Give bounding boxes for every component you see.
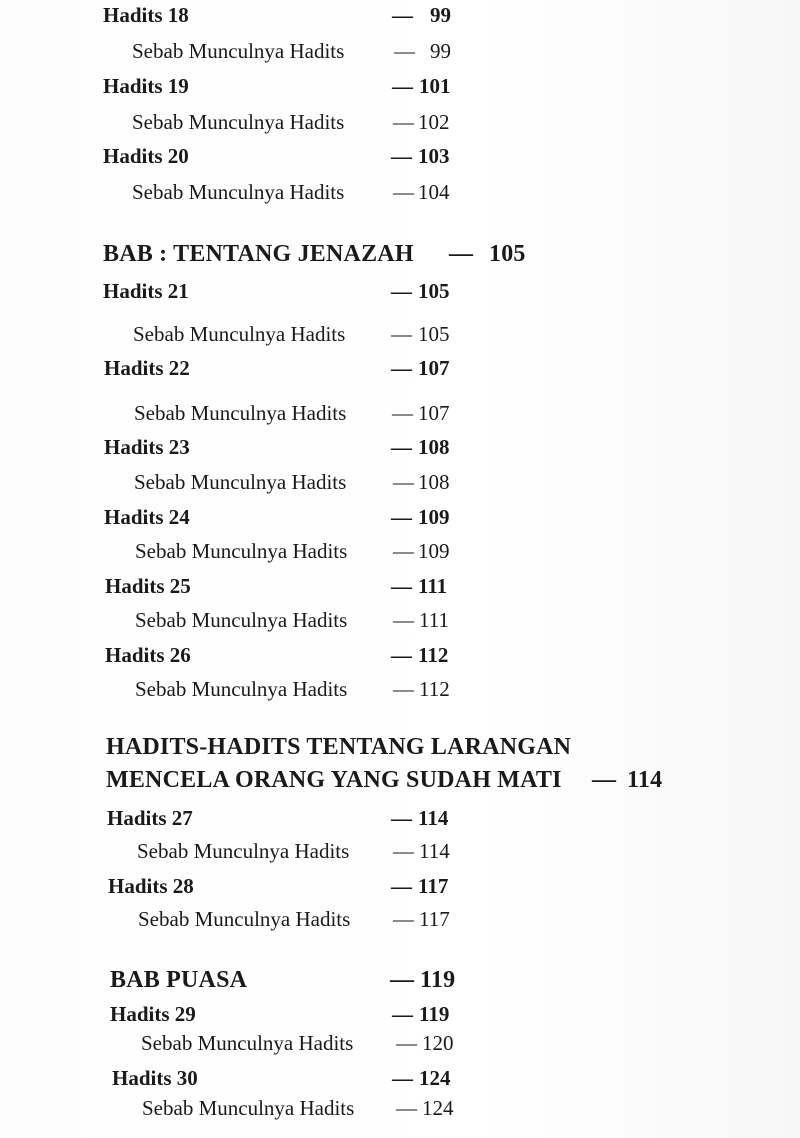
entry-label: Sebab Munculnya Hadits — [142, 1096, 355, 1120]
entry-label: Sebab Munculnya Hadits — [141, 1031, 354, 1055]
entry-dash: — — [393, 110, 414, 134]
heading-page-number: 119 — [420, 967, 456, 993]
toc-subentry[interactable] — [137, 841, 487, 867]
entry-dash: — — [391, 435, 412, 459]
entry-page-number: 114 — [418, 806, 449, 830]
toc-subentry[interactable] — [135, 679, 485, 705]
toc-subentry[interactable] — [133, 324, 483, 350]
toc-entry-hadits-26[interactable] — [105, 645, 485, 671]
entry-page-number: 124 — [419, 1066, 451, 1090]
entry-label: Hadits 25 — [105, 574, 191, 598]
toc-entry-hadits-30[interactable] — [112, 1068, 492, 1094]
entry-label: Sebab Munculnya Hadits — [135, 608, 348, 632]
section-heading-jenazah[interactable] — [103, 242, 543, 272]
entry-dash: — — [392, 401, 413, 425]
entry-label: Hadits 30 — [112, 1066, 198, 1090]
heading-text: BAB PUASA — [110, 967, 248, 993]
section-heading-larangan-line1[interactable] — [106, 735, 626, 765]
entry-page-number: 120 — [422, 1031, 454, 1055]
entry-dash: — — [396, 1031, 417, 1055]
entry-dash: — — [393, 677, 414, 701]
toc-entry-hadits-19[interactable] — [103, 76, 483, 102]
entry-dash: — — [391, 505, 412, 529]
entry-dash: — — [396, 1096, 417, 1120]
toc-entry-hadits-21[interactable] — [103, 281, 483, 307]
entry-label: Sebab Munculnya Hadits — [133, 322, 346, 346]
entry-label: Hadits 29 — [110, 1002, 196, 1026]
toc-entry-hadits-28[interactable] — [108, 876, 488, 902]
entry-page-number: 112 — [418, 643, 449, 667]
toc-subentry[interactable] — [132, 41, 482, 67]
entry-label: Hadits 21 — [103, 279, 189, 303]
toc-subentry[interactable] — [134, 472, 484, 498]
entry-page-number: 105 — [418, 279, 450, 303]
toc-subentry[interactable] — [135, 541, 485, 567]
entry-dash: — — [394, 39, 415, 63]
entry-page-number: 105 — [418, 322, 450, 346]
entry-page-number: 117 — [419, 907, 450, 931]
entry-dash: — — [391, 144, 412, 168]
entry-dash: — — [391, 643, 412, 667]
toc-subentry[interactable] — [134, 403, 484, 429]
entry-page-number: 108 — [418, 470, 450, 494]
toc-subentry[interactable] — [132, 112, 482, 138]
entry-dash: — — [392, 1066, 413, 1090]
entry-dash: — — [393, 539, 414, 563]
heading-text: HADITS-HADITS TENTANG LARANGAN — [106, 734, 572, 760]
heading-dash: — — [390, 967, 415, 993]
entry-dash: — — [391, 574, 412, 598]
entry-label: Sebab Munculnya Hadits — [134, 470, 347, 494]
entry-label: Sebab Munculnya Hadits — [137, 839, 350, 863]
entry-label: Hadits 19 — [103, 74, 189, 98]
entry-dash: — — [391, 356, 412, 380]
entry-page-number: 107 — [418, 356, 450, 380]
toc-subentry[interactable] — [135, 610, 485, 636]
entry-label: Sebab Munculnya Hadits — [134, 401, 347, 425]
entry-dash: — — [392, 1002, 413, 1026]
entry-page-number: 102 — [418, 110, 450, 134]
toc-subentry[interactable] — [142, 1098, 492, 1124]
heading-dash: — — [592, 767, 617, 793]
entry-dash: — — [392, 74, 413, 98]
entry-label: Sebab Munculnya Hadits — [132, 110, 345, 134]
heading-text: BAB : TENTANG JENAZAH — [103, 241, 414, 267]
entry-label: Hadits 23 — [104, 435, 190, 459]
entry-page-number: 114 — [419, 839, 450, 863]
entry-page-number: 109 — [418, 539, 450, 563]
heading-page-number: 114 — [627, 767, 663, 793]
entry-page-number: 101 — [419, 74, 451, 98]
entry-dash: — — [391, 806, 412, 830]
toc-subentry[interactable] — [138, 909, 488, 935]
entry-label: Hadits 22 — [104, 356, 190, 380]
entry-label: Hadits 26 — [105, 643, 191, 667]
entry-label: Sebab Munculnya Hadits — [138, 907, 351, 931]
entry-dash: — — [393, 839, 414, 863]
section-heading-puasa[interactable] — [110, 968, 490, 998]
entry-label: Sebab Munculnya Hadits — [132, 39, 345, 63]
toc-entry-hadits-24[interactable] — [104, 507, 484, 533]
entry-dash: — — [391, 322, 412, 346]
entry-dash: — — [393, 470, 414, 494]
entry-page-number: 111 — [419, 608, 449, 632]
entry-label: Hadits 18 — [103, 3, 189, 27]
entry-page-number: 119 — [419, 1002, 450, 1026]
entry-page-number: 99 — [430, 3, 451, 27]
entry-page-number: 108 — [418, 435, 450, 459]
toc-entry-hadits-23[interactable] — [104, 437, 484, 463]
entry-page-number: 112 — [419, 677, 450, 701]
entry-page-number: 103 — [418, 144, 450, 168]
entry-page-number: 124 — [422, 1096, 454, 1120]
toc-entry-hadits-22[interactable] — [104, 358, 484, 384]
toc-subentry[interactable] — [132, 182, 482, 208]
entry-dash: — — [393, 608, 414, 632]
entry-page-number: 109 — [418, 505, 450, 529]
entry-label: Sebab Munculnya Hadits — [135, 677, 348, 701]
entry-dash: — — [391, 874, 412, 898]
toc-entry-hadits-25[interactable] — [105, 576, 485, 602]
toc-entry-hadits-18[interactable] — [103, 5, 483, 31]
toc-subentry[interactable] — [141, 1033, 491, 1059]
entry-dash: — — [393, 907, 414, 931]
entry-page-number: 99 — [430, 39, 451, 63]
entry-dash: — — [392, 3, 413, 27]
entry-label: Sebab Munculnya Hadits — [132, 180, 345, 204]
entry-label: Hadits 20 — [103, 144, 189, 168]
entry-dash: — — [393, 180, 414, 204]
entry-label: Hadits 27 — [107, 806, 193, 830]
entry-page-number: 111 — [418, 574, 448, 598]
entry-label: Hadits 24 — [104, 505, 190, 529]
entry-label: Sebab Munculnya Hadits — [135, 539, 348, 563]
entry-dash: — — [391, 279, 412, 303]
toc-entry-hadits-27[interactable] — [107, 808, 487, 834]
entry-page-number: 107 — [418, 401, 450, 425]
heading-text: MENCELA ORANG YANG SUDAH MATI — [106, 767, 562, 793]
heading-page-number: 105 — [489, 241, 526, 267]
section-heading-larangan-line2[interactable] — [106, 768, 666, 798]
toc-entry-hadits-29[interactable] — [110, 1004, 490, 1030]
heading-dash: — — [449, 241, 474, 267]
entry-page-number: 104 — [418, 180, 450, 204]
toc-entry-hadits-20[interactable] — [103, 146, 483, 172]
entry-label: Hadits 28 — [108, 874, 194, 898]
entry-page-number: 117 — [418, 874, 449, 898]
